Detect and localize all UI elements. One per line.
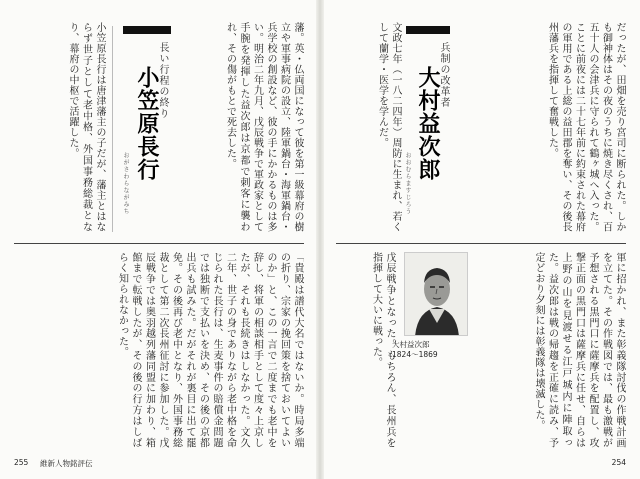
right-bottom-text: 軍に招かれ、また彰義隊討伐の作戦計画を立てた。その作戦図では、最も激戦が予想される黒門口に薩摩兵を配置し、攻撃正面の黒門口は薩摩兵に任せ、自らは上野の山を見渡せる江戸城内に陣取った。益次郎は戦の帰趨を正確に読み、予定どおり夕刻には彰義隊は壊滅した。 <box>533 252 625 448</box>
heading-bar <box>406 26 450 34</box>
left-heading-ruby: おがさわらながみち <box>122 152 129 215</box>
right-heading-name: 大村益次郎 <box>415 66 440 181</box>
portrait-illustration <box>405 253 468 336</box>
portrait-caption-name: 大村益次郎 <box>392 340 430 349</box>
left-top-text-second: 小笠原長行は唐津藩主の子だが、藩主とはならず世子として老中格、外国事務総裁となり、幕府の中枢で活躍した。 <box>67 22 105 232</box>
left-running-title: 維新人物銘評伝 <box>40 459 93 468</box>
right-page-number: 254 <box>611 458 626 467</box>
right-page <box>322 0 640 479</box>
right-top-text: だったが、田畑を売り宮司に断られた。しかも御神体はその夜のうちに焼き尽くされ、百五十人の会津兵に守られて鶴ヶ城へ入った。ことに前夜には二十七年前に約束された幕府の軍用である上総の益田郡を奪い、その後長州藩兵を指揮して奮戦した。 <box>546 22 625 232</box>
left-heading-subtitle: 長い行程の終り <box>157 42 168 119</box>
right-heading-subtitle: 兵制の改革者 <box>438 42 449 108</box>
right-top-text-second: 文政七年（一八二四年）周防に生まれ、若くして蘭学・医学を学んだ。 <box>376 22 401 232</box>
left-page-number: 255 <box>14 458 29 467</box>
left-heading-box <box>112 26 172 232</box>
right-bottom-text-second: 戊辰戦争となった。もちろん、長州兵を指揮して大いに戦った。 <box>370 252 395 448</box>
left-page <box>0 0 318 479</box>
portrait-caption <box>392 340 470 360</box>
portrait-image <box>404 252 468 336</box>
left-heading-name: 小笠原長行 <box>134 66 159 181</box>
portrait-caption-years: 1824〜1869 <box>392 350 438 359</box>
left-top-text: 藩。英・仏両国になって彼を第一級幕府の樹立や軍事病院の設立、陸軍鍋台・海軍鍋台・兵学校の創設など、彼の手にかかるものは多い。明治二年九月、戊辰戦争で軍政家として手腕を発揮した益次郎は京都で刺客に襲われ、その傷がもとで死去した。 <box>224 22 303 232</box>
right-divider-rule <box>336 243 626 244</box>
left-bottom-text: 「貴殿は譜代大名ではないか。時局多端の折り、宗家の挽回策を捨ておいてよいのか」と、この一言で二度までも老中を辞し、将軍の相談相手として度々上京したが、それも長続きはしなかった。文久二年、世子の身でありながら老中格を命じられた長行は、生麦事件の賠償金問題では独断で支払いを決め、その後の京都出兵も試みた。だがそれが裏目に出て罷免。その後再び老中となり、外国事務総裁として第二次長州征討に参加した。戊辰戦争では奥羽越列藩同盟に加わり、箱館まで転戦したが、その後の行方はしばらく知られなかった。 <box>116 252 303 448</box>
left-divider-rule <box>14 243 304 244</box>
heading-bar <box>123 26 171 34</box>
right-heading-ruby: おおむらますじろう <box>404 152 411 215</box>
right-heading-box <box>406 26 450 232</box>
